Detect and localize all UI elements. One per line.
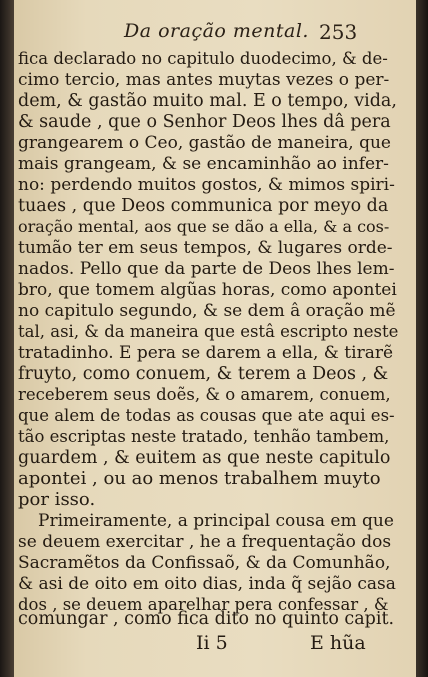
text-line: Sacramẽtos da Confissaõ, & da Comunhão, [18,553,391,573]
text-line: apontei , ou ao menos trabalhem muyto [18,468,381,489]
text-line: tuaes , que Deos communica por meyo da [18,196,389,216]
text-line: dem, & gastão muito mal. E o tempo, vida, [18,91,397,111]
text-line: & saude , que o Senhor Deos lhes dâ pera [18,112,391,132]
text-line: nados. Pello que da parte de Deos lhes lem- [18,259,395,279]
text-line: tal, asi, & da maneira que estâ escripto neste [18,322,399,341]
text-line: & asi de oito em oito dias, inda q̃ sejão casa [18,574,396,594]
text-line: receberem seus doẽs, & o amarem, conuem, [18,385,391,404]
text-line: mais grangeam, & se encaminhão ao infer- [18,154,389,174]
page-number: 253 [319,20,358,44]
text-line: tratadinho. E pera se darem a ella, & tirarẽ [18,343,394,363]
text-line: dos , se deuem aparelhar pera confessar , & [18,595,389,614]
text-line: tumão ter em seus tempos, & lugares orde- [18,238,393,258]
text-line: fica declarado no capitulo duodecimo, & de- [18,49,388,68]
book-gutter [0,0,14,677]
text-line: fruyto, como conuem, & terem a Deos , & [18,364,389,384]
text-line: no capitulo segundo, & se dem â oração mẽ [18,301,396,321]
paragraph-start-line: Primeiramente, a principal cousa em que [38,511,394,531]
text-line: por isso. [18,489,96,510]
book-page [14,0,416,677]
text-line: comungar , como fica dito no quinto capit. [18,609,395,629]
text-line: cimo tercio, mas antes muytas vezes o per- [18,70,390,90]
text-line: bro, que tomem algũas horas, como apontei [18,280,397,300]
text-line: no: perdendo muitos gostos, & mimos spiri- [18,175,395,195]
page-edge [416,0,428,677]
signature-mark: Ii 5 [196,632,228,654]
text-line: grangearem o Ceo, gastão de maneira, que [18,133,391,153]
text-line: se deuem exercitar , he a frequentação dos [18,532,392,552]
running-title: Da oração mental. [124,20,309,42]
text-line: oração mental, aos que se dão a ella, & a cos- [18,217,390,236]
text-line: tão escriptas neste tratado, tenhão tambem, [18,427,390,446]
page-header [14,6,416,46]
text-line: que alem de todas as cousas que ate aqui es- [18,406,395,425]
page-signature-row [14,630,416,660]
catchword: E hũa [310,632,366,654]
text-line: guardem , & euitem as que neste capitulo [18,448,391,468]
